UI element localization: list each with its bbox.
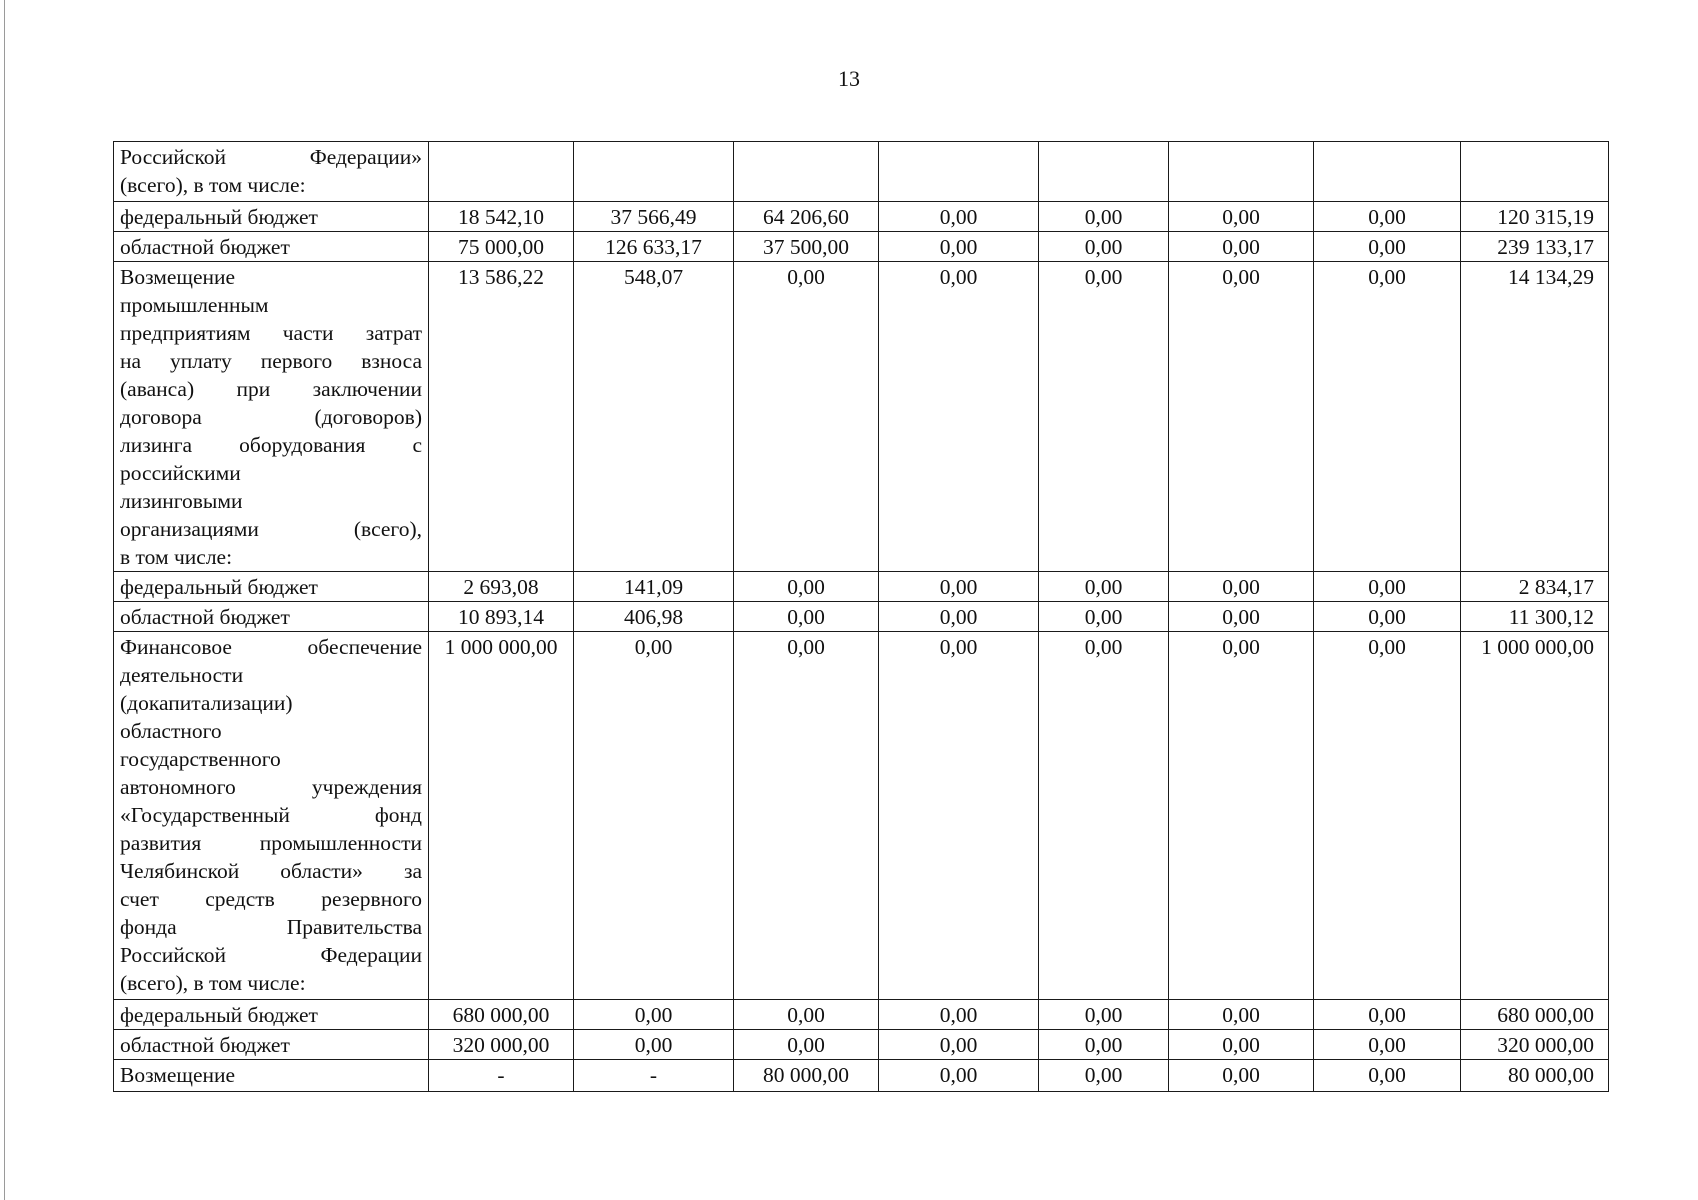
row-label-line: Челябинской области» за — [120, 859, 422, 883]
value-cell: 0,00 — [1169, 632, 1314, 1000]
value-cell: 0,00 — [1169, 572, 1314, 602]
row-label-line: государственного — [120, 747, 281, 771]
value-cell — [574, 142, 734, 202]
value-cell: 0,00 — [574, 1030, 734, 1060]
value-cell: 0,00 — [1039, 1030, 1169, 1060]
value-cell: 10 893,14 — [429, 602, 574, 632]
value-cell: 0,00 — [1039, 1060, 1169, 1092]
row-label-line: (всего), в том числе: — [120, 173, 306, 197]
value-cell: 37 566,49 — [574, 202, 734, 232]
row-label-cell — [114, 232, 429, 262]
value-cell: 0,00 — [734, 572, 879, 602]
row-label-cell — [114, 632, 429, 1000]
table-row — [114, 232, 1609, 262]
value-cell: 0,00 — [1169, 202, 1314, 232]
row-label-line: федеральный бюджет — [120, 1003, 318, 1027]
value-cell: 0,00 — [879, 602, 1039, 632]
value-cell: 0,00 — [879, 232, 1039, 262]
table-row — [114, 142, 1609, 202]
value-cell: 1 000 000,00 — [429, 632, 574, 1000]
value-cell: 0,00 — [734, 1030, 879, 1060]
value-cell: 0,00 — [1039, 632, 1169, 1000]
value-cell: 13 586,22 — [429, 262, 574, 572]
value-cell — [1169, 142, 1314, 202]
row-label-line: организациями (всего), — [120, 517, 422, 541]
value-cell: 0,00 — [1314, 232, 1461, 262]
value-cell: - — [429, 1060, 574, 1092]
row-label-line: федеральный бюджет — [120, 575, 318, 599]
table-row — [114, 602, 1609, 632]
row-label-line: областного — [120, 719, 222, 743]
total-value-cell: 80 000,00 — [1461, 1060, 1609, 1092]
row-label-line: развития промышленности — [120, 831, 422, 855]
row-label-line: (аванса) при заключении — [120, 377, 422, 401]
value-cell — [879, 142, 1039, 202]
value-cell: 0,00 — [1039, 572, 1169, 602]
row-label-cell — [114, 142, 429, 202]
total-value-cell: 11 300,12 — [1461, 602, 1609, 632]
table-row — [114, 202, 1609, 232]
row-label-line: фонда Правительства — [120, 915, 422, 939]
value-cell: 680 000,00 — [429, 1000, 574, 1030]
row-label-line: областной бюджет — [120, 1033, 290, 1057]
value-cell: 0,00 — [879, 202, 1039, 232]
value-cell — [1314, 142, 1461, 202]
value-cell: 2 693,08 — [429, 572, 574, 602]
row-label-line: Возмещение — [120, 265, 236, 289]
value-cell: 141,09 — [574, 572, 734, 602]
row-label-line: деятельности — [120, 663, 244, 687]
value-cell: 0,00 — [574, 632, 734, 1000]
row-label-line: Возмещение — [120, 1063, 236, 1087]
value-cell: 0,00 — [734, 1000, 879, 1030]
value-cell: - — [574, 1060, 734, 1092]
total-value-cell: 14 134,29 — [1461, 262, 1609, 572]
budget-table — [113, 141, 1609, 1092]
row-label-cell — [114, 572, 429, 602]
row-label-line: автономного учреждения — [120, 775, 422, 799]
value-cell: 0,00 — [734, 262, 879, 572]
value-cell: 0,00 — [879, 1030, 1039, 1060]
total-value-cell: 1 000 000,00 — [1461, 632, 1609, 1000]
value-cell: 0,00 — [1039, 232, 1169, 262]
row-label-cell — [114, 602, 429, 632]
row-label-line: российскими — [120, 461, 241, 485]
value-cell: 37 500,00 — [734, 232, 879, 262]
row-label-line: счет средств резервного — [120, 887, 422, 911]
value-cell: 0,00 — [1314, 1030, 1461, 1060]
row-label-line: Российской Федерации — [120, 943, 422, 967]
value-cell: 18 542,10 — [429, 202, 574, 232]
value-cell: 64 206,60 — [734, 202, 879, 232]
row-label-cell — [114, 1030, 429, 1060]
table-row — [114, 1000, 1609, 1030]
row-label-line: Российской Федерации» — [120, 145, 422, 169]
value-cell: 0,00 — [734, 602, 879, 632]
value-cell — [734, 142, 879, 202]
value-cell: 0,00 — [1039, 602, 1169, 632]
value-cell: 0,00 — [1039, 1000, 1169, 1030]
value-cell: 0,00 — [1314, 1000, 1461, 1030]
value-cell — [1039, 142, 1169, 202]
value-cell: 0,00 — [1039, 262, 1169, 572]
value-cell: 548,07 — [574, 262, 734, 572]
row-label-line: лизинга оборудования с — [120, 433, 422, 457]
value-cell: 0,00 — [1314, 572, 1461, 602]
value-cell: 0,00 — [1169, 262, 1314, 572]
value-cell: 320 000,00 — [429, 1030, 574, 1060]
value-cell: 0,00 — [1169, 232, 1314, 262]
row-label-line: промышленным — [120, 293, 269, 317]
row-label-cell — [114, 262, 429, 572]
table-row — [114, 632, 1609, 1000]
row-label-line: областной бюджет — [120, 235, 290, 259]
value-cell: 0,00 — [1169, 1030, 1314, 1060]
table-row — [114, 572, 1609, 602]
row-label-cell — [114, 1000, 429, 1030]
value-cell: 0,00 — [574, 1000, 734, 1030]
total-value-cell: 320 000,00 — [1461, 1030, 1609, 1060]
value-cell: 0,00 — [1169, 1000, 1314, 1030]
row-label-line: договора (договоров) — [120, 405, 422, 429]
row-label-cell — [114, 1060, 429, 1092]
value-cell: 0,00 — [1314, 632, 1461, 1000]
value-cell: 75 000,00 — [429, 232, 574, 262]
total-value-cell: 120 315,19 — [1461, 202, 1609, 232]
total-value-cell: 239 133,17 — [1461, 232, 1609, 262]
total-value-cell — [1461, 142, 1609, 202]
row-label-line: (всего), в том числе: — [120, 971, 306, 995]
value-cell: 0,00 — [1314, 602, 1461, 632]
value-cell: 0,00 — [879, 572, 1039, 602]
row-label-line: предприятиям части затрат — [120, 321, 422, 345]
value-cell: 0,00 — [1169, 602, 1314, 632]
value-cell — [429, 142, 574, 202]
table-row — [114, 262, 1609, 572]
row-label-line: областной бюджет — [120, 605, 290, 629]
row-label-line: (докапитализации) — [120, 691, 293, 715]
value-cell: 0,00 — [1314, 202, 1461, 232]
value-cell: 0,00 — [879, 1060, 1039, 1092]
value-cell: 0,00 — [879, 262, 1039, 572]
row-label-line: лизинговыми — [120, 489, 243, 513]
row-label-line: федеральный бюджет — [120, 205, 318, 229]
scan-edge-line — [4, 0, 5, 1200]
value-cell: 80 000,00 — [734, 1060, 879, 1092]
value-cell: 126 633,17 — [574, 232, 734, 262]
value-cell: 0,00 — [1039, 202, 1169, 232]
table-row — [114, 1030, 1609, 1060]
row-label-line: Финансовое обеспечение — [120, 635, 422, 659]
total-value-cell: 680 000,00 — [1461, 1000, 1609, 1030]
value-cell: 0,00 — [734, 632, 879, 1000]
row-label-cell — [114, 202, 429, 232]
page-number: 13 — [838, 66, 860, 91]
row-label-line: в том числе: — [120, 545, 233, 569]
table-row — [114, 1060, 1609, 1092]
table-body — [114, 142, 1609, 1092]
total-value-cell: 2 834,17 — [1461, 572, 1609, 602]
row-label-line: «Государственный фонд — [120, 803, 422, 827]
value-cell: 0,00 — [879, 1000, 1039, 1030]
value-cell: 0,00 — [1314, 262, 1461, 572]
row-label-line: на уплату первого взноса — [120, 349, 422, 373]
value-cell: 0,00 — [1314, 1060, 1461, 1092]
value-cell: 0,00 — [879, 632, 1039, 1000]
value-cell: 0,00 — [1169, 1060, 1314, 1092]
value-cell: 406,98 — [574, 602, 734, 632]
